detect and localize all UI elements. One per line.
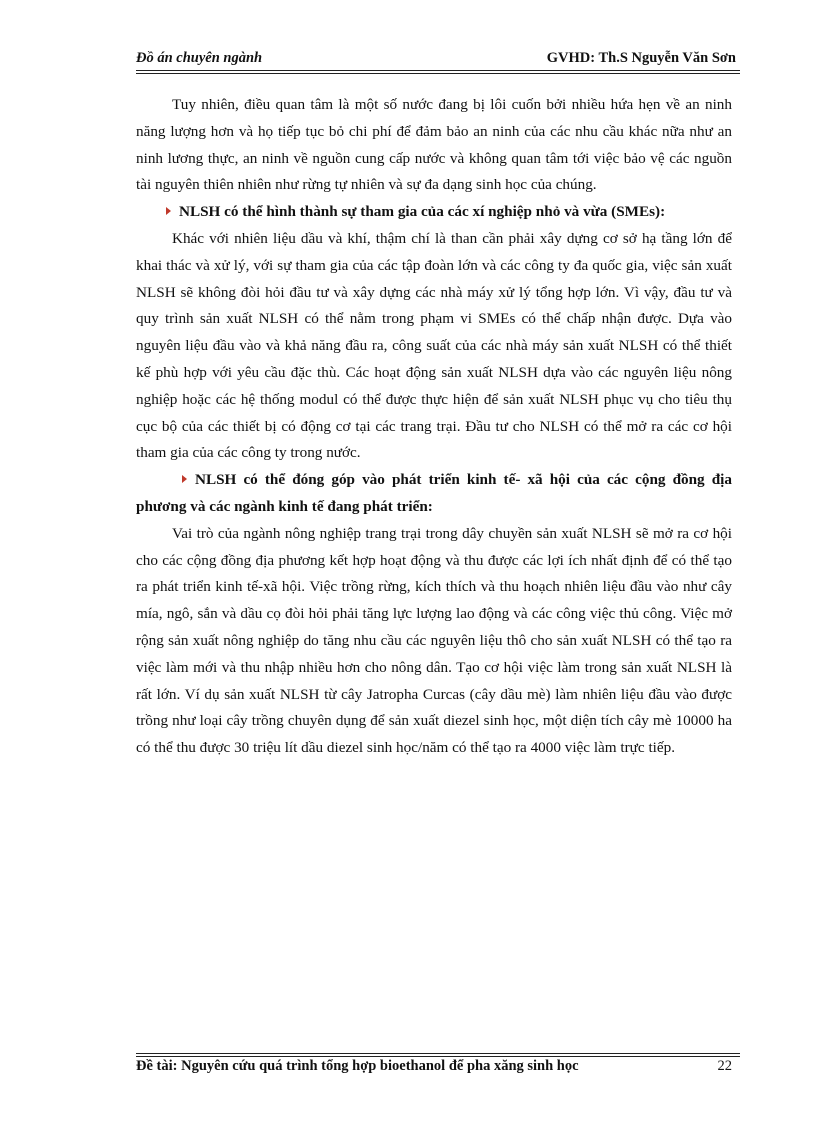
heading-socio-economic: [136, 467, 732, 521]
bullet-arrow-icon: [182, 475, 187, 483]
footer-rule-top: [136, 1053, 740, 1054]
header-advisor: GVHD: Th.S Nguyễn Văn Sơn: [546, 50, 736, 66]
bullet-arrow-icon: [166, 207, 171, 215]
footer-thesis-title: Đề tài: Nguyên cứu quá trình tổng hợp bioethanol để pha xăng sinh học: [136, 1058, 579, 1074]
header-course: Đồ án chuyên ngành: [136, 50, 263, 66]
heading-smes: [136, 199, 732, 226]
heading-socio-economic-text: NLSH có thể đóng góp vào phát triển kinh tế- xã hội của các cộng đồng địa phương và các ngành kinh tế đang phát triển:: [136, 471, 732, 515]
page-number: 22: [717, 1058, 732, 1074]
page-body: [136, 92, 732, 762]
heading-smes-text: NLSH có thể hình thành sự tham gia của các xí nghiệp nhỏ và vừa (SMEs):: [179, 203, 666, 221]
footer-rule-bottom: [136, 1056, 740, 1057]
paragraph-energy-security: Tuy nhiên, điều quan tâm là một số nước đang bị lôi cuốn bởi nhiều hứa hẹn về an ninh năng lượng hơn và họ tiếp tục bỏ chi phí để đảm bảo an ninh của các nhu cầu khác nữa như an ninh lương thực, an ninh về nguồn cung cấp nước và không quan tâm tới việc bảo vệ các nguồn tài nguyên thiên nhiên như rừng tự nhiên và sự đa dạng sinh học của chúng.: [136, 96, 732, 194]
page-header: [136, 46, 740, 70]
header-rule-top: [136, 70, 740, 71]
paragraph-socio-economic: Vai trò của ngành nông nghiệp trang trại trong dây chuyền sản xuất NLSH sẽ mở ra cơ hội cho các cộng đồng địa phương kết hợp hoạt động và thu được các lợi ích nhất định để có thể tạo ra phát triển kinh tế-xã hội. Việc trồng rừng, kích thích và thu hoạch nhiên liệu đầu vào như cây mía, ngô, sắn và dầu cọ đòi hỏi phải tăng lực lượng lao động và các công việc thủ công. Việc mở rộng sản xuất nông nghiệp do tăng nhu cầu các nguyên liệu thô cho sản xuất NLSH có thể tạo ra việc làm mới và thu nhập nhiều hơn cho nông dân. Tạo cơ hội việc làm trong sản xuất NLSH là rất lớn. Ví dụ sản xuất NLSH từ cây Jatropha Curcas (cây dầu mè) làm nhiên liệu đầu vào được trồng như loại cây trồng chuyên dụng để sản xuất diezel sinh học, một diện tích cây mè 10000 ha có thể thu được 30 triệu lít dầu diezel sinh học/năm có thể tạo ra 4000 việc làm trực tiếp.: [136, 524, 732, 757]
page-footer: [136, 1058, 740, 1078]
paragraph-smes: Khác với nhiên liệu dầu và khí, thậm chí là than cần phải xây dựng cơ sở hạ tầng lớn để khai thác và xử lý, với sự tham gia của các tập đoàn lớn và các công ty đa quốc gia, việc sản xuất NLSH sẽ không đòi hỏi đầu tư và xây dựng các nhà máy xử lý tổng hợp lớn. Vì vậy, đầu tư và quy trình sản xuất NLSH có thể nằm trong phạm vi SMEs có thể chấp nhận được. Dựa vào nguyên liệu đầu vào và khả năng đầu ra, công suất của các nhà máy sản xuất NLSH có thể thiết kế phù hợp với yêu cầu đặc thù. Các hoạt động sản xuất NLSH dựa vào các nguyên liệu nông nghiệp hoặc các hệ thống modul có thể được thực hiện để sản xuất NLSH phục vụ cho tiêu thụ cục bộ của các thiết bị có động cơ tại các trang trại. Đầu tư cho NLSH có thể mở ra các cơ hội tham gia của các công ty trong nước.: [136, 229, 732, 462]
header-rule-bottom: [136, 73, 740, 74]
